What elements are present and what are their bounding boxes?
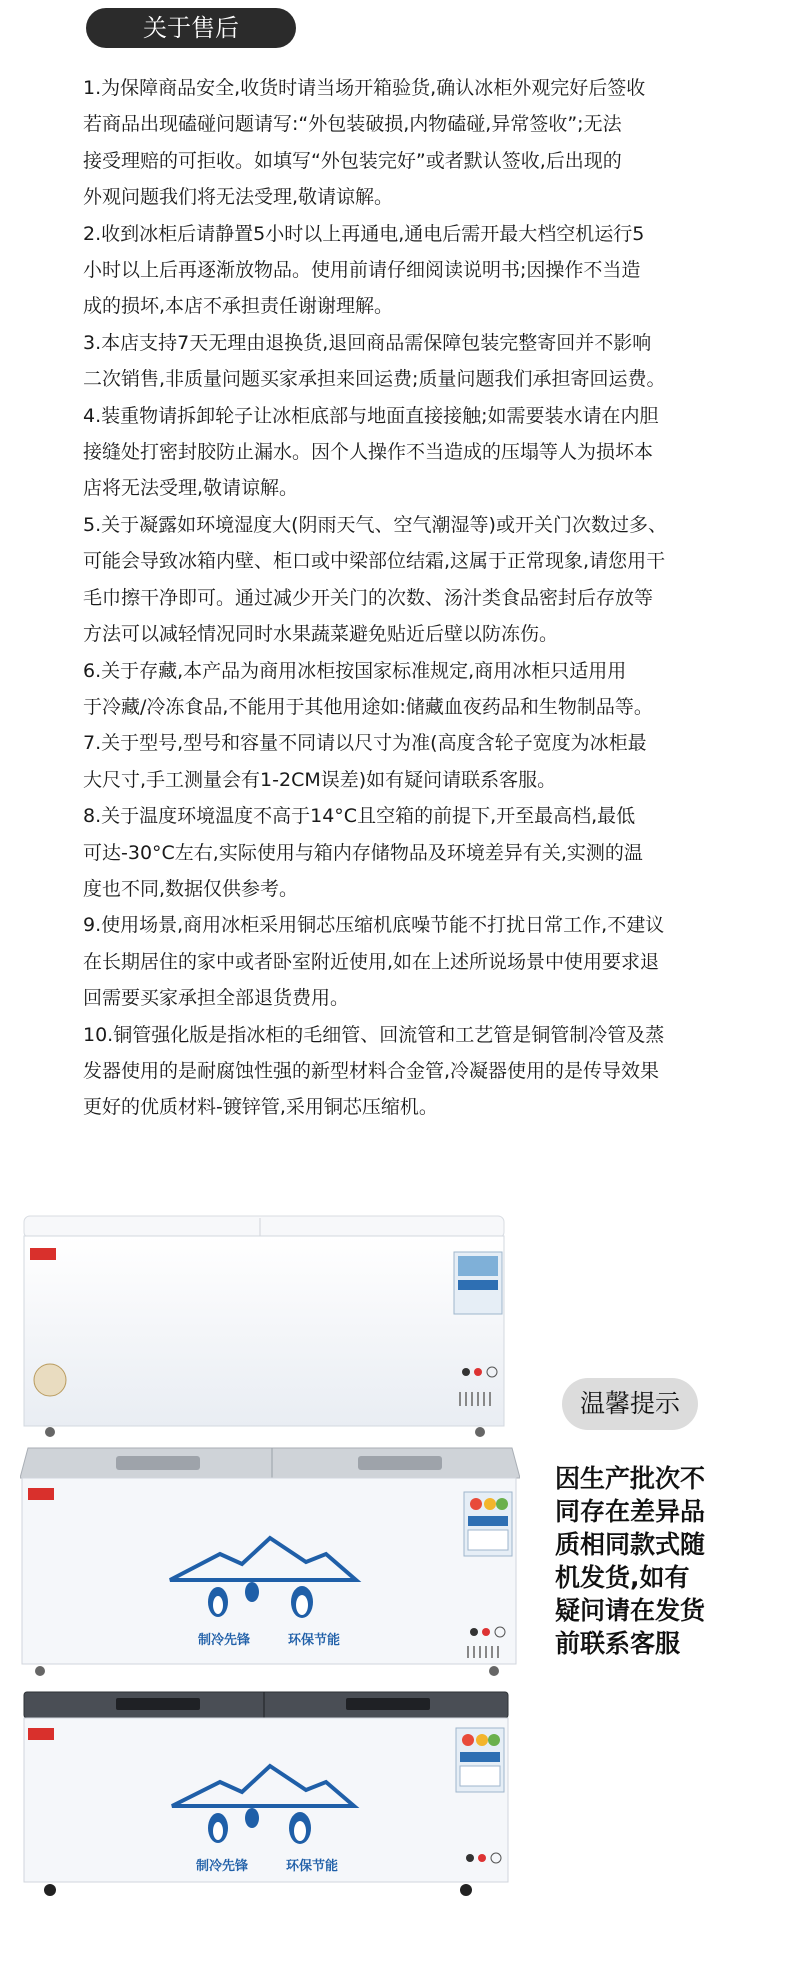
note-line: 成的损坏,本店不承担责任谢谢理解。	[83, 295, 394, 318]
note-line: 毛巾擦干净即可。通过减少开关门的次数、汤汁类食品密封后存放等	[83, 586, 654, 609]
quality-seal-icon	[34, 1364, 66, 1396]
note-line: 10.铜管强化版是指冰柜的毛细管、回流管和工艺管是铜管制冷管及蒸	[83, 1023, 665, 1046]
note-line: 可达-30°C左右,实际使用与箱内存储物品及环境差异有关,实测的温	[83, 841, 643, 864]
brand-logo-badge	[28, 1488, 54, 1500]
freezer-image-plain	[20, 1212, 512, 1444]
after-sales-notes	[83, 70, 723, 1126]
note-line: 若商品出现磕碰问题请写:“外包装破损,内物磕碰,异常签收”;无法	[83, 113, 622, 136]
slogan-right: 环保节能	[288, 1633, 341, 1648]
caster-wheel	[35, 1666, 45, 1676]
note-line: 更好的优质材料-镀锌管,采用铜芯压缩机。	[83, 1096, 438, 1119]
note-line: 大尺寸,手工测量会有1-2CM误差)如有疑问请联系客服。	[83, 768, 557, 791]
caster-wheel	[489, 1666, 499, 1676]
note-line: 发器使用的是耐腐蚀性强的新型材料合金管,冷凝器使用的是传导效果	[83, 1059, 660, 1082]
note-line: 3.本店支持7天无理由退换货,退回商品需保障包装完整寄回并不影响	[83, 331, 652, 354]
caster-wheel	[460, 1884, 472, 1896]
warm-tip-text	[555, 1462, 745, 1660]
warm-tip-title: 温馨提示	[562, 1378, 698, 1430]
note-line: 6.关于存藏,本产品为商用冰柜按国家标准规定,商用冰柜只适用用	[83, 659, 627, 682]
brand-logo-badge	[30, 1248, 56, 1260]
note-line: 二次销售,非质量问题买家承担来回运费;质量问题我们承担寄回运费。	[83, 368, 666, 391]
note-line: 5.关于凝露如环境湿度大(阴雨天气、空气潮湿等)或开关门次数过多、	[83, 513, 667, 536]
note-line: 在长期居住的家中或者卧室附近使用,如在上述所说场景中使用要求退	[83, 950, 660, 973]
note-line: 接缝处打密封胶防止漏水。因个人操作不当造成的压塌等人为损坏本	[83, 441, 654, 464]
slogan-right: 环保节能	[286, 1859, 339, 1874]
caster-wheel	[45, 1427, 55, 1437]
note-line: 于冷藏/冷冻食品,不能用于其他用途如:储藏血夜药品和生物制品等。	[83, 695, 653, 718]
note-line: 7.关于型号,型号和容量不同请以尺寸为准(高度含轮子宽度为冰柜最	[83, 732, 647, 755]
caster-wheel	[44, 1884, 56, 1896]
note-line: 8.关于温度环境温度不高于14°C且空箱的前提下,开至最高档,最低	[83, 805, 636, 828]
note-line: 度也不同,数据仅供参考。	[83, 877, 299, 900]
note-line: 9.使用场景,商用冰柜采用铜芯压缩机底噪节能不打扰日常工作,不建议	[83, 914, 665, 937]
note-line: 4.装重物请拆卸轮子让冰柜底部与地面直接接触;如需要装水请在内胆	[83, 404, 659, 427]
brand-logo-badge	[28, 1728, 54, 1740]
note-line: 方法可以减轻情况同时水果蔬菜避免贴近后壁以防冻伤。	[83, 623, 559, 646]
slogan-left: 制冷先锋	[198, 1633, 251, 1648]
tip-line: 质相同款式随	[555, 1530, 706, 1559]
freezer-image-penguin-dark	[20, 1688, 512, 1900]
tip-line: 机发货,如有	[555, 1563, 690, 1592]
tip-line: 疑问请在发货	[555, 1596, 706, 1625]
slogan-left: 制冷先锋	[196, 1859, 249, 1874]
caster-wheel	[475, 1427, 485, 1437]
note-line: 接受理赔的可拒收。如填写“外包装完好”或者默认签收,后出现的	[83, 149, 622, 172]
note-line: 小时以上后再逐渐放物品。使用前请仔细阅读说明书;因操作不当造	[83, 259, 641, 282]
freezer-image-penguin-silver	[20, 1442, 520, 1682]
tip-line: 前联系客服	[555, 1629, 681, 1658]
note-line: 1.为保障商品安全,收货时请当场开箱验货,确认冰柜外观完好后签收	[83, 77, 646, 99]
note-line: 外观问题我们将无法受理,敬请谅解。	[83, 186, 394, 209]
after-sales-title: 关于售后	[86, 8, 296, 48]
note-line: 2.收到冰柜后请静置5小时以上再通电,通电后需开最大档空机运行5	[83, 222, 645, 245]
note-line: 可能会导致冰箱内壁、柜口或中梁部位结霜,这属于正常现象,请您用干	[83, 550, 666, 573]
note-line: 店将无法受理,敬请谅解。	[83, 477, 299, 500]
tip-line: 因生产批次不	[555, 1464, 706, 1493]
note-line: 回需要买家承担全部退货费用。	[83, 987, 350, 1010]
tip-line: 同存在差异品	[555, 1497, 706, 1526]
